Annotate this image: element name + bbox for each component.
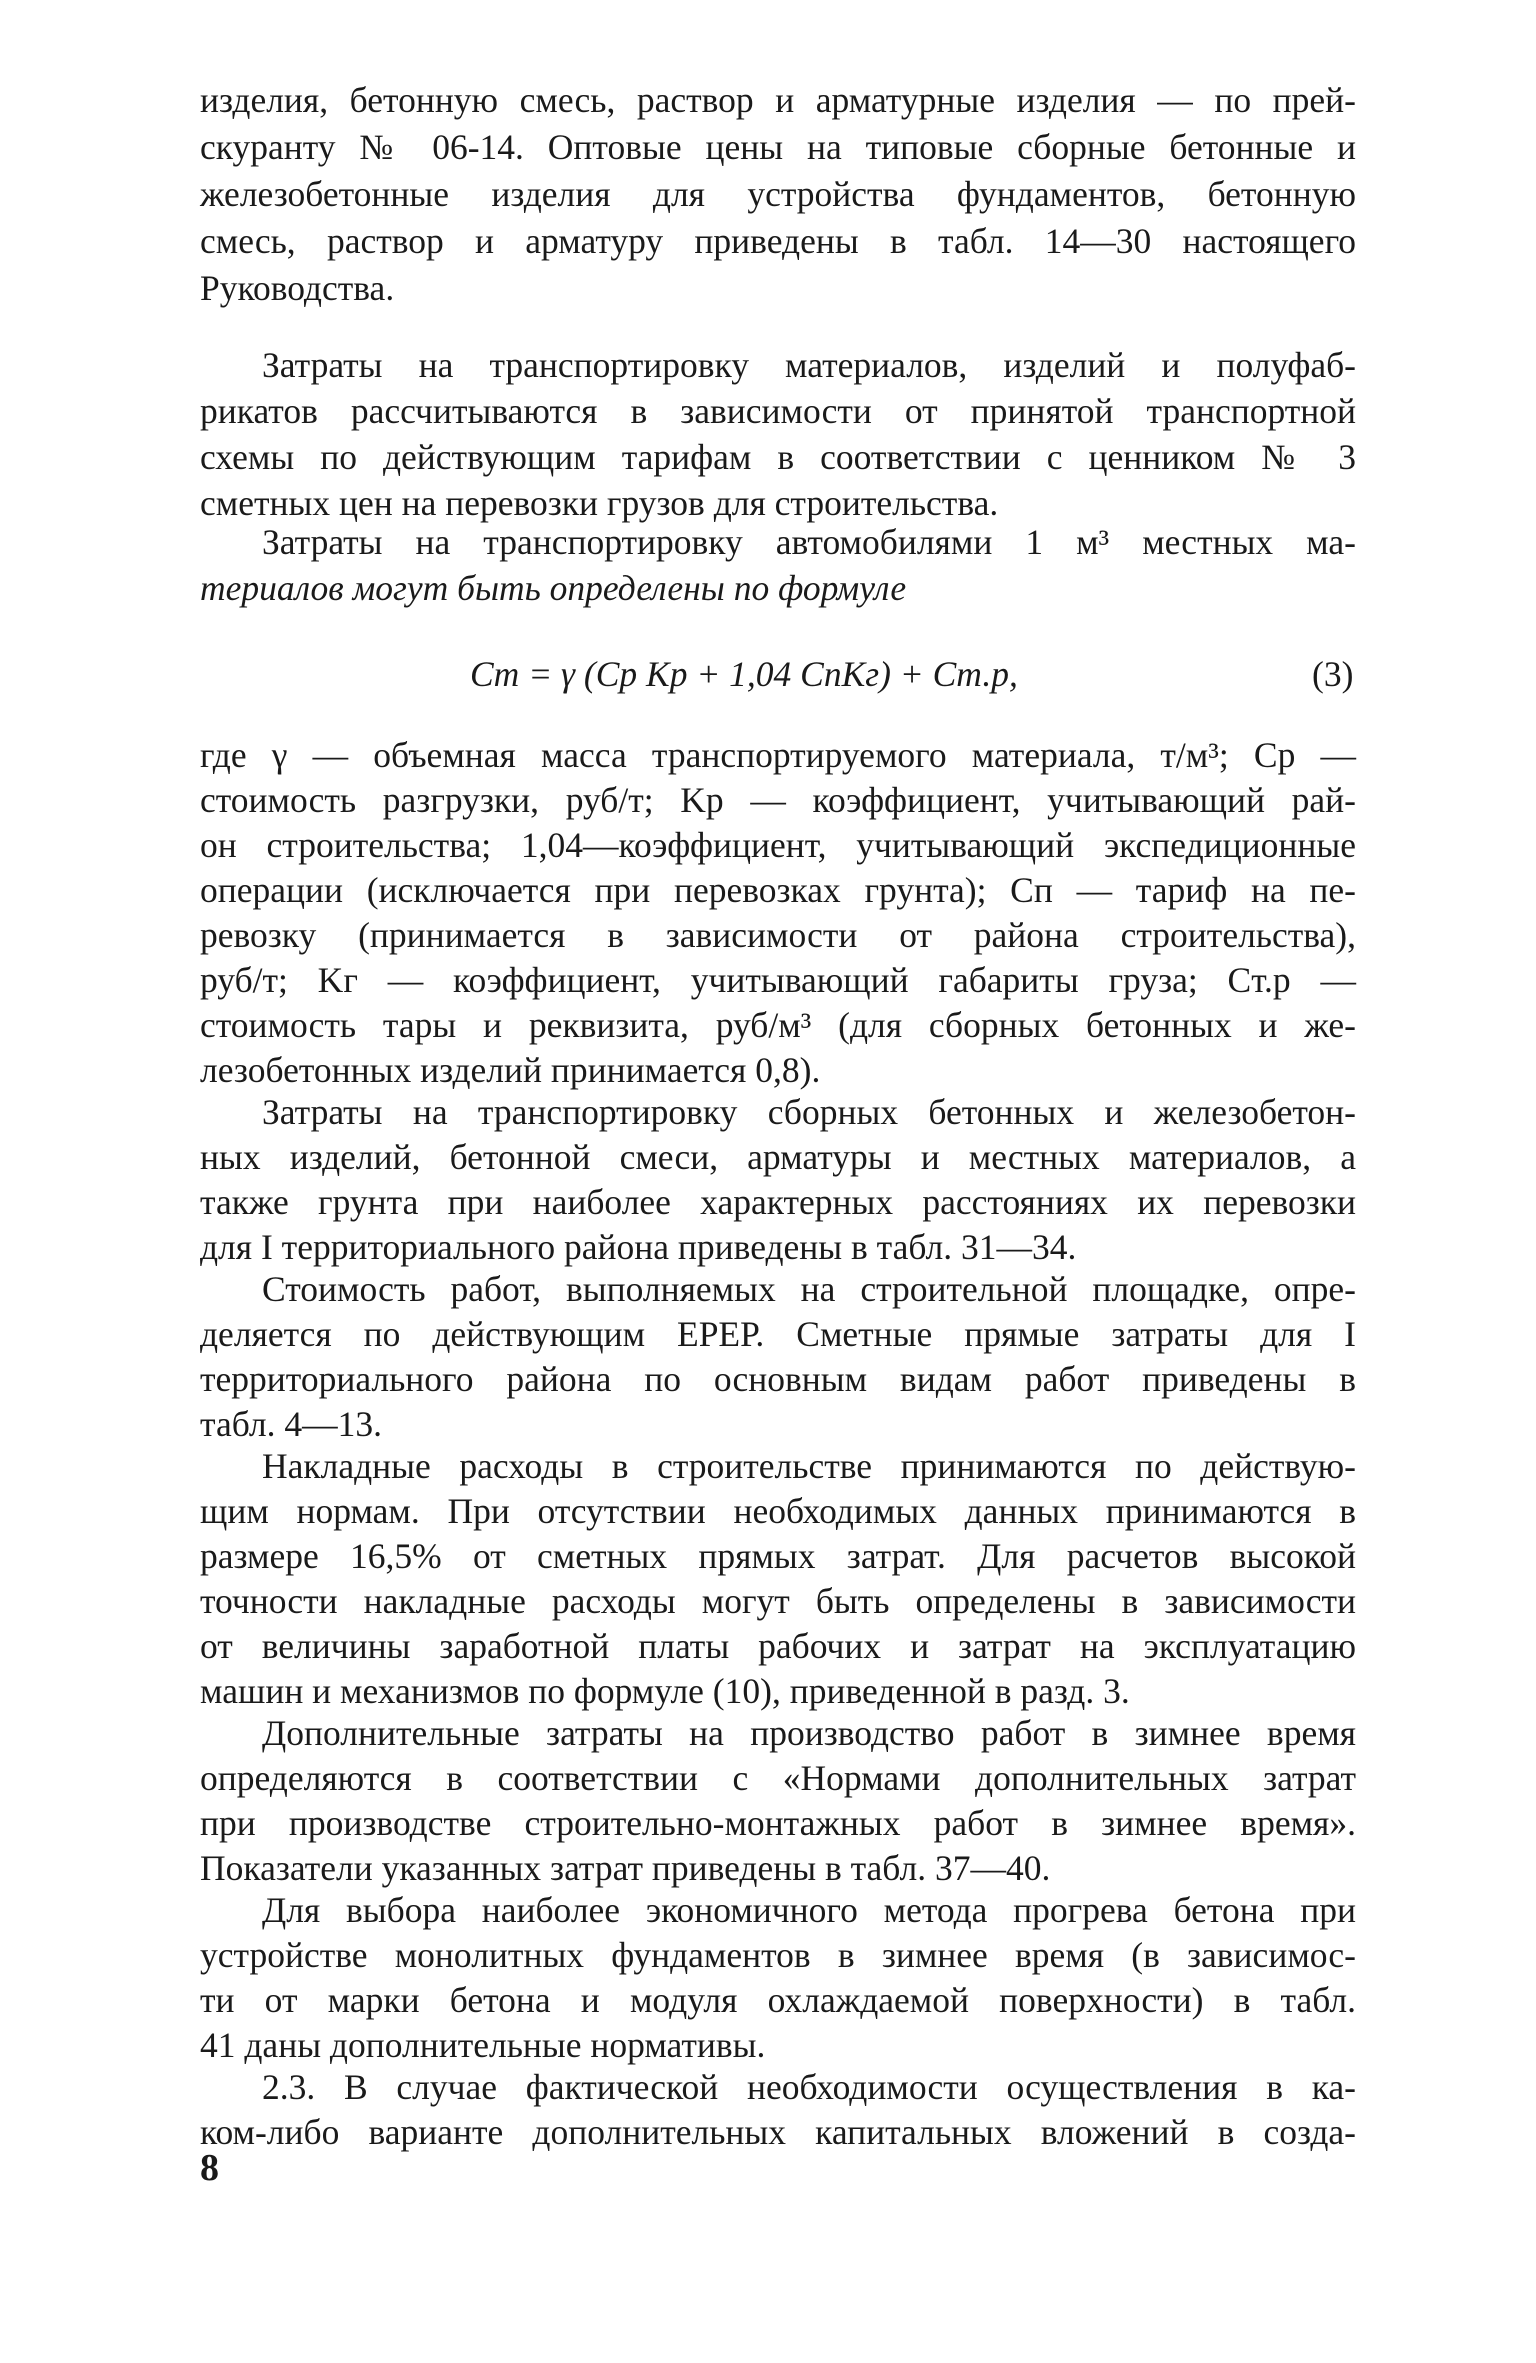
text-line: схемы по действующим тарифам в соответствии с ценником № 3 [200, 437, 1356, 477]
text-line: изделия, бетонную смесь, раствор и арматурные изделия — по прей- [200, 80, 1356, 120]
text-line: машин и механизмов по формуле (10), приведенной в разд. 3. [200, 1671, 1130, 1711]
text-line: точности накладные расходы могут быть определены в зависимости [200, 1581, 1356, 1621]
text-line: ревозку (принимается в зависимости от района строительства), [200, 915, 1356, 955]
text-line: он строительства; 1,04—коэффициент, учитывающий экспедиционные [200, 825, 1356, 865]
text-line: Показатели указанных затрат приведены в табл. 37—40. [200, 1848, 1051, 1888]
text-line: Затраты на транспортировку сборных бетонных и железобетон- [262, 1092, 1356, 1132]
equation-number: (3) [1312, 654, 1354, 694]
text-line: размере 16,5% от сметных прямых затрат. Для расчетов высокой [200, 1536, 1356, 1576]
text-line: Накладные расходы в строительстве принимаются по действую- [262, 1446, 1356, 1486]
text-line: также грунта при наиболее характерных расстояниях их перевозки [200, 1182, 1356, 1222]
text-line: от величины заработной платы рабочих и затрат на эксплуатацию [200, 1626, 1356, 1666]
text-line: устройстве монолитных фундаментов в зимнее время (в зависимос- [200, 1935, 1356, 1975]
text-line: стоимость тары и реквизита, руб/м³ (для сборных бетонных и же- [200, 1005, 1356, 1045]
text-line: Стоимость работ, выполняемых на строительной площадке, опре- [262, 1269, 1356, 1309]
text-line: железобетонные изделия для устройства фундаментов, бетонную [200, 174, 1356, 214]
text-line: Руководства. [200, 268, 395, 308]
text-line: Затраты на транспортировку автомобилями 1 м³ местных ма- [262, 522, 1356, 562]
section-2-3-line: 2.3. В случае фактической необходимости осуществления в ка- [262, 2067, 1356, 2107]
text-line: для I территориального района приведены в табл. 31—34. [200, 1227, 1077, 1267]
text-line: смесь, раствор и арматуру приведены в табл. 14—30 настоящего [200, 221, 1356, 261]
text-line: территориального района по основным видам работ приведены в [200, 1359, 1356, 1399]
text-line: деляется по действующим ЕРЕР. Сметные прямые затраты для I [200, 1314, 1356, 1354]
text-line: скуранту № 06-14. Оптовые цены на типовые сборные бетонные и [200, 127, 1356, 167]
text-line: щим нормам. При отсутствии необходимых данных принимаются в [200, 1491, 1356, 1531]
text-line: ных изделий, бетонной смеси, арматуры и местных материалов, а [200, 1137, 1356, 1177]
text-line: Затраты на транспортировку материалов, изделий и полуфаб- [262, 345, 1356, 385]
text-line: руб/т; Kг — коэффициент, учитывающий габариты груза; Cт.р — [200, 960, 1356, 1000]
page-number: 8 [200, 2147, 219, 2189]
text-line: операции (исключается при перевозках грунта); Cп — тариф на пе- [200, 870, 1356, 910]
text-line: Для выбора наиболее экономичного метода прогрева бетона при [262, 1890, 1356, 1930]
text-line: сметных цен на перевозки грузов для строительства. [200, 483, 999, 523]
text-line: стоимость разгрузки, руб/т; Kр — коэффициент, учитывающий рай- [200, 780, 1356, 820]
text-line: при производстве строительно-монтажных работ в зимнее время». [200, 1803, 1356, 1843]
text-line: ком-либо варианте дополнительных капитальных вложений в созда- [200, 2112, 1356, 2152]
formula: Cт = γ (Cр Kр + 1,04 CпKг) + Cт.р, [470, 654, 1018, 694]
text-line: 41 даны дополнительные нормативы. [200, 2025, 766, 2065]
text-line: териалов могут быть определены по формуле [200, 568, 907, 608]
text-line: определяются в соответствии с «Нормами дополнительных затрат [200, 1758, 1356, 1798]
text-line: рикатов рассчитываются в зависимости от принятой транспортной [200, 391, 1356, 431]
text-line: табл. 4—13. [200, 1404, 382, 1444]
text-line: лезобетонных изделий принимается 0,8). [200, 1050, 821, 1090]
text-line: Дополнительные затраты на производство работ в зимнее время [262, 1713, 1356, 1753]
text-line: где γ — объемная масса транспортируемого материала, т/м³; Cр — [200, 735, 1356, 775]
text-line: ти от марки бетона и модуля охлаждаемой поверхности) в табл. [200, 1980, 1356, 2020]
